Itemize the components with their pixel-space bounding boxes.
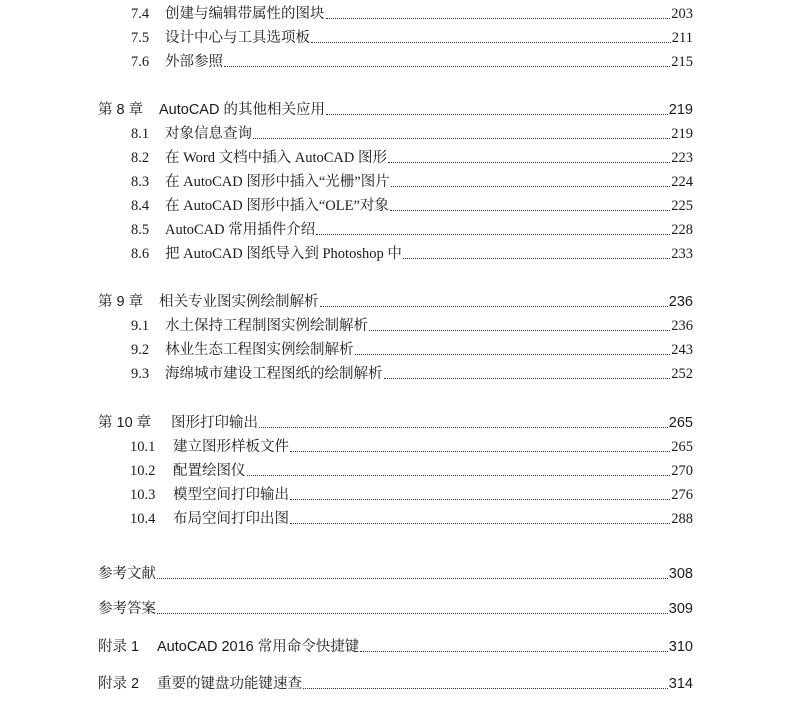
- section-number: 8.6: [131, 246, 150, 262]
- toc-chapter-9[interactable]: [0, 291, 790, 313]
- dot-leader: [259, 427, 668, 428]
- dot-leader: [247, 475, 671, 476]
- appendix-title: 重要的键盘功能键速查: [157, 676, 302, 692]
- dot-leader: [311, 42, 671, 43]
- toc-answers[interactable]: [0, 598, 790, 620]
- toc-entry-10-3[interactable]: [0, 484, 790, 506]
- toc-entry-10-1[interactable]: [0, 436, 790, 458]
- answers-title: 参考答案: [98, 601, 156, 617]
- toc-entry-10-4[interactable]: [0, 508, 790, 530]
- section-number: 7.4: [131, 6, 150, 22]
- page-number: 219: [671, 126, 693, 142]
- dot-leader: [157, 613, 668, 614]
- dot-leader: [390, 210, 670, 211]
- toc-entry-9-3[interactable]: [0, 363, 790, 385]
- page-number: 265: [671, 439, 693, 455]
- section-number: 8.3: [131, 174, 150, 190]
- section-title: 布局空间打印出图: [173, 511, 289, 527]
- section-title: 建立图形样板文件: [173, 439, 289, 455]
- section-title: 对象信息查询: [165, 126, 252, 142]
- section-title: 配置绘图仪: [173, 463, 246, 479]
- page-number: 310: [668, 639, 693, 655]
- page-number: 215: [671, 54, 693, 70]
- dot-leader: [290, 451, 670, 452]
- toc-entry-7-4[interactable]: [0, 3, 790, 25]
- page-number: 233: [671, 246, 693, 262]
- toc-chapter-10[interactable]: [0, 412, 790, 434]
- appendix-number: 附录 2: [98, 676, 140, 692]
- section-number: 10.4: [130, 511, 156, 527]
- section-title: 在 AutoCAD 图形中插入“光栅”图片: [165, 174, 390, 190]
- section-number: 9.3: [131, 366, 150, 382]
- appendix-title: AutoCAD 2016 常用命令快捷键: [157, 639, 360, 655]
- chapter-number: 第 9 章: [98, 294, 144, 310]
- dot-leader: [360, 651, 668, 652]
- toc-appendix-2[interactable]: [0, 673, 790, 695]
- references-title: 参考文献: [98, 566, 156, 582]
- page-number: 265: [668, 415, 693, 431]
- section-number: 7.5: [131, 30, 150, 46]
- section-title: 模型空间打印输出: [173, 487, 289, 503]
- section-number: 10.3: [130, 487, 156, 503]
- chapter-title: 相关专业图实例绘制解析: [159, 294, 319, 310]
- section-number: 8.4: [131, 198, 150, 214]
- section-number: 9.2: [131, 342, 150, 358]
- page-number: 243: [671, 342, 693, 358]
- page-number: 236: [668, 294, 693, 310]
- page-number: 203: [671, 6, 693, 22]
- page-number: 236: [671, 318, 693, 334]
- page-number: 314: [668, 676, 693, 692]
- toc-entry-9-1[interactable]: [0, 315, 790, 337]
- dot-leader: [355, 354, 671, 355]
- section-number: 8.5: [131, 222, 150, 238]
- dot-leader: [303, 688, 668, 689]
- section-title: 把 AutoCAD 图纸导入到 Photoshop 中: [165, 246, 402, 262]
- page-number: 276: [671, 487, 693, 503]
- dot-leader: [290, 499, 670, 500]
- toc-entry-8-1[interactable]: [0, 123, 790, 145]
- section-title: 水土保持工程制图实例绘制解析: [165, 318, 368, 334]
- dot-leader: [388, 162, 670, 163]
- toc-chapter-8[interactable]: [0, 99, 790, 121]
- section-title: 林业生态工程图实例绘制解析: [165, 342, 354, 358]
- toc-appendix-1[interactable]: [0, 636, 790, 658]
- dot-leader: [224, 66, 670, 67]
- section-number: 10.2: [130, 463, 156, 479]
- chapter-title: 图形打印输出: [171, 415, 258, 431]
- toc-entry-9-2[interactable]: [0, 339, 790, 361]
- dot-leader: [384, 378, 671, 379]
- dot-leader: [391, 186, 671, 187]
- chapter-number: 第 8 章: [98, 102, 144, 118]
- section-title: 海绵城市建设工程图纸的绘制解析: [165, 366, 383, 382]
- dot-leader: [369, 330, 670, 331]
- section-number: 8.1: [131, 126, 150, 142]
- page-number: 223: [671, 150, 693, 166]
- page-number: 225: [671, 198, 693, 214]
- dot-leader: [403, 258, 670, 259]
- toc-entry-8-5[interactable]: [0, 219, 790, 241]
- dot-leader: [320, 306, 668, 307]
- dot-leader: [326, 114, 668, 115]
- section-number: 10.1: [130, 439, 156, 455]
- dot-leader: [253, 138, 670, 139]
- page-number: 211: [671, 30, 693, 46]
- section-title: AutoCAD 常用插件介绍: [165, 222, 316, 238]
- page-number: 288: [671, 511, 693, 527]
- section-number: 8.2: [131, 150, 150, 166]
- appendix-number: 附录 1: [98, 639, 140, 655]
- toc-entry-8-6[interactable]: [0, 243, 790, 265]
- page-number: 224: [671, 174, 693, 190]
- toc-entry-7-6[interactable]: [0, 51, 790, 73]
- dot-leader: [316, 234, 670, 235]
- page-number: 309: [668, 601, 693, 617]
- toc-entry-8-4[interactable]: [0, 195, 790, 217]
- dot-leader: [290, 523, 670, 524]
- section-title: 创建与编辑带属性的图块: [165, 6, 325, 22]
- toc-references[interactable]: [0, 563, 790, 585]
- toc-entry-8-3[interactable]: [0, 171, 790, 193]
- section-number: 9.1: [131, 318, 150, 334]
- section-title: 外部参照: [165, 54, 223, 70]
- toc-entry-7-5[interactable]: [0, 27, 790, 49]
- section-title: 在 Word 文档中插入 AutoCAD 图形: [165, 150, 387, 166]
- page-number: 228: [671, 222, 693, 238]
- section-number: 7.6: [131, 54, 150, 70]
- chapter-title: AutoCAD 的其他相关应用: [159, 102, 325, 118]
- chapter-number: 第 10 章: [98, 415, 152, 431]
- dot-leader: [326, 18, 671, 19]
- section-title: 在 AutoCAD 图形中插入“OLE”对象: [165, 198, 389, 214]
- page-number: 308: [668, 566, 693, 582]
- dot-leader: [157, 578, 668, 579]
- toc-entry-10-2[interactable]: [0, 460, 790, 482]
- page-number: 270: [671, 463, 693, 479]
- page-number: 252: [671, 366, 693, 382]
- toc-entry-8-2[interactable]: [0, 147, 790, 169]
- section-title: 设计中心与工具选项板: [165, 30, 310, 46]
- page-number: 219: [668, 102, 693, 118]
